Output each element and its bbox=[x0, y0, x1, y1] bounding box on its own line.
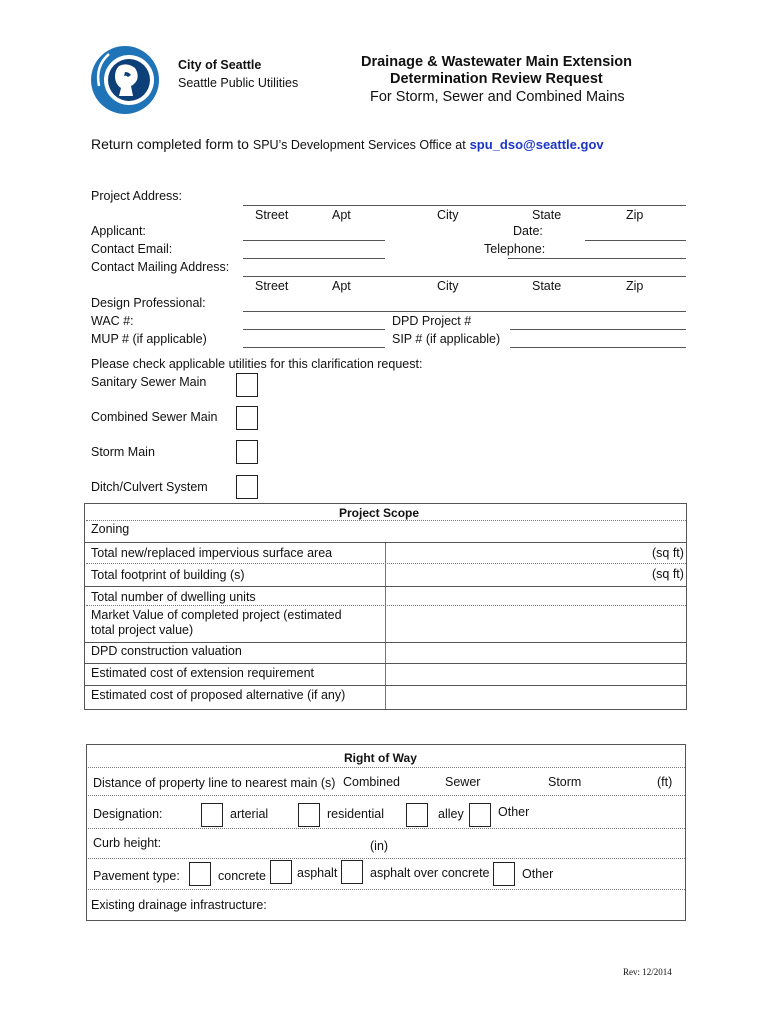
mup-label: MUP # (if applicable) bbox=[91, 332, 207, 346]
distance-label: Distance of property line to nearest main (s) bbox=[93, 776, 336, 790]
design-professional-field[interactable] bbox=[243, 311, 686, 312]
applicant-label: Applicant: bbox=[91, 224, 146, 238]
mailing-apt-caption: Apt bbox=[332, 279, 351, 293]
pavement-other: Other bbox=[522, 867, 554, 881]
mailing-address-label: Contact Mailing Address: bbox=[91, 260, 230, 274]
form-subtitle: For Storm, Sewer and Combined Mains bbox=[370, 89, 625, 105]
apt-caption: Apt bbox=[332, 208, 351, 222]
scope-label-impervious: Total new/replaced impervious surface area bbox=[91, 546, 333, 560]
date-field[interactable] bbox=[585, 240, 686, 241]
pavement-type-label: Pavement type: bbox=[93, 869, 180, 883]
utility-checkbox-storm[interactable] bbox=[236, 440, 258, 464]
mailing-city-caption: City bbox=[437, 279, 459, 293]
mailing-zip-caption: Zip bbox=[626, 279, 644, 293]
return-prefix: Return completed form to bbox=[91, 136, 249, 152]
scope-unit-footprint: (sq ft) bbox=[652, 567, 684, 581]
utility-checkbox-sanitary[interactable] bbox=[236, 373, 258, 397]
scope-label-alternative-cost: Estimated cost of proposed alternative (if any) bbox=[91, 688, 346, 702]
form-title-line2: Determination Review Request bbox=[390, 71, 603, 87]
dpd-project-field[interactable] bbox=[510, 329, 686, 330]
right-of-way-title: Right of Way bbox=[344, 751, 417, 765]
scope-field-impervious[interactable] bbox=[386, 543, 686, 563]
revision-date: Rev: 12/2014 bbox=[623, 967, 672, 977]
scope-field-alternative-cost[interactable] bbox=[386, 686, 686, 709]
contact-email-label: Contact Email: bbox=[91, 242, 173, 256]
designation-alley: alley bbox=[438, 807, 464, 821]
mailing-address-line[interactable] bbox=[243, 276, 686, 277]
sip-label: SIP # (if applicable) bbox=[392, 332, 501, 346]
utility-label-combined: Combined Sewer Main bbox=[91, 410, 218, 424]
return-instructions bbox=[91, 136, 604, 152]
utility-checkbox-ditch[interactable] bbox=[236, 475, 258, 499]
applicant-field[interactable] bbox=[243, 240, 385, 241]
designation-residential: residential bbox=[327, 807, 384, 821]
contact-email-field[interactable] bbox=[243, 258, 385, 259]
designation-checkbox-residential[interactable] bbox=[298, 803, 320, 827]
pavement-checkbox-asphalt-over-concrete[interactable] bbox=[341, 860, 363, 884]
project-scope-title: Project Scope bbox=[339, 506, 420, 520]
utility-label-sanitary: Sanitary Sewer Main bbox=[91, 375, 207, 389]
existing-drainage-label: Existing drainage infrastructure: bbox=[91, 898, 267, 912]
scope-label-footprint: Total footprint of building (s) bbox=[91, 568, 245, 582]
curb-height-label: Curb height: bbox=[93, 836, 162, 850]
org-name: City of Seattle bbox=[178, 58, 262, 72]
designation-other: Other bbox=[498, 805, 530, 819]
mailing-state-caption: State bbox=[532, 279, 562, 293]
distance-ft-unit: (ft) bbox=[657, 775, 673, 789]
scope-unit-impervious: (sq ft) bbox=[652, 546, 684, 560]
utility-label-ditch: Ditch/Culvert System bbox=[91, 480, 208, 494]
distance-storm: Storm bbox=[548, 775, 582, 789]
city-caption: City bbox=[437, 208, 459, 222]
zip-caption: Zip bbox=[626, 208, 644, 222]
distance-sewer: Sewer bbox=[445, 775, 481, 789]
scope-label-dwelling: Total number of dwelling units bbox=[91, 590, 256, 604]
pavement-concrete: concrete bbox=[218, 869, 266, 883]
utilities-prompt: Please check applicable utilities for this clarification request: bbox=[91, 357, 423, 371]
org-dept: Seattle Public Utilities bbox=[178, 76, 299, 90]
pavement-checkbox-concrete[interactable] bbox=[189, 862, 211, 886]
mup-field[interactable] bbox=[243, 347, 385, 348]
designation-arterial: arterial bbox=[230, 807, 269, 821]
telephone-field[interactable] bbox=[508, 258, 686, 259]
sip-field[interactable] bbox=[510, 347, 686, 348]
utility-checkbox-combined[interactable] bbox=[236, 406, 258, 430]
curb-height-unit: (in) bbox=[370, 839, 389, 853]
pavement-asphalt-over-concrete: asphalt over concrete bbox=[370, 866, 490, 880]
mailing-street-caption: Street bbox=[255, 279, 289, 293]
designation-checkbox-other[interactable] bbox=[469, 803, 491, 827]
scope-field-dpd-valuation[interactable] bbox=[386, 643, 686, 663]
right-of-way-table bbox=[86, 744, 686, 921]
distance-combined: Combined bbox=[343, 775, 400, 789]
pavement-checkbox-asphalt[interactable] bbox=[270, 860, 292, 884]
pavement-asphalt: asphalt bbox=[297, 866, 338, 880]
utility-label-storm: Storm Main bbox=[91, 445, 155, 459]
project-address-line[interactable] bbox=[243, 205, 686, 206]
form-title-line1: Drainage & Wastewater Main Extension bbox=[361, 54, 633, 70]
date-label: Date: bbox=[513, 224, 543, 238]
dpd-project-label: DPD Project # bbox=[392, 314, 472, 328]
return-office: SPU’s Development Services Office at bbox=[252, 138, 466, 152]
scope-label-market-value-2: total project value) bbox=[91, 623, 194, 637]
project-address-label: Project Address: bbox=[91, 189, 183, 203]
street-caption: Street bbox=[255, 208, 289, 222]
wac-label: WAC #: bbox=[91, 314, 134, 328]
design-professional-label: Design Professional: bbox=[91, 296, 206, 310]
designation-checkbox-arterial[interactable] bbox=[201, 803, 223, 827]
telephone-label: Telephone: bbox=[484, 242, 546, 256]
scope-label-dpd-valuation: DPD construction valuation bbox=[91, 644, 242, 658]
wac-field[interactable] bbox=[243, 329, 385, 330]
scope-label-extension-cost: Estimated cost of extension requirement bbox=[91, 666, 315, 680]
state-caption: State bbox=[532, 208, 562, 222]
scope-field-extension-cost[interactable] bbox=[386, 664, 686, 685]
scope-label-zoning: Zoning bbox=[91, 522, 130, 536]
scope-field-market-value[interactable] bbox=[386, 587, 686, 642]
designation-label: Designation: bbox=[93, 807, 163, 821]
scope-label-market-value: Market Value of completed project (estimated bbox=[91, 608, 342, 622]
email-link[interactable]: spu_dso@seattle.gov bbox=[469, 137, 604, 152]
designation-checkbox-alley[interactable] bbox=[406, 803, 428, 827]
scope-field-footprint[interactable] bbox=[386, 564, 686, 586]
pavement-checkbox-other[interactable] bbox=[493, 862, 515, 886]
spu-logo bbox=[89, 44, 161, 116]
